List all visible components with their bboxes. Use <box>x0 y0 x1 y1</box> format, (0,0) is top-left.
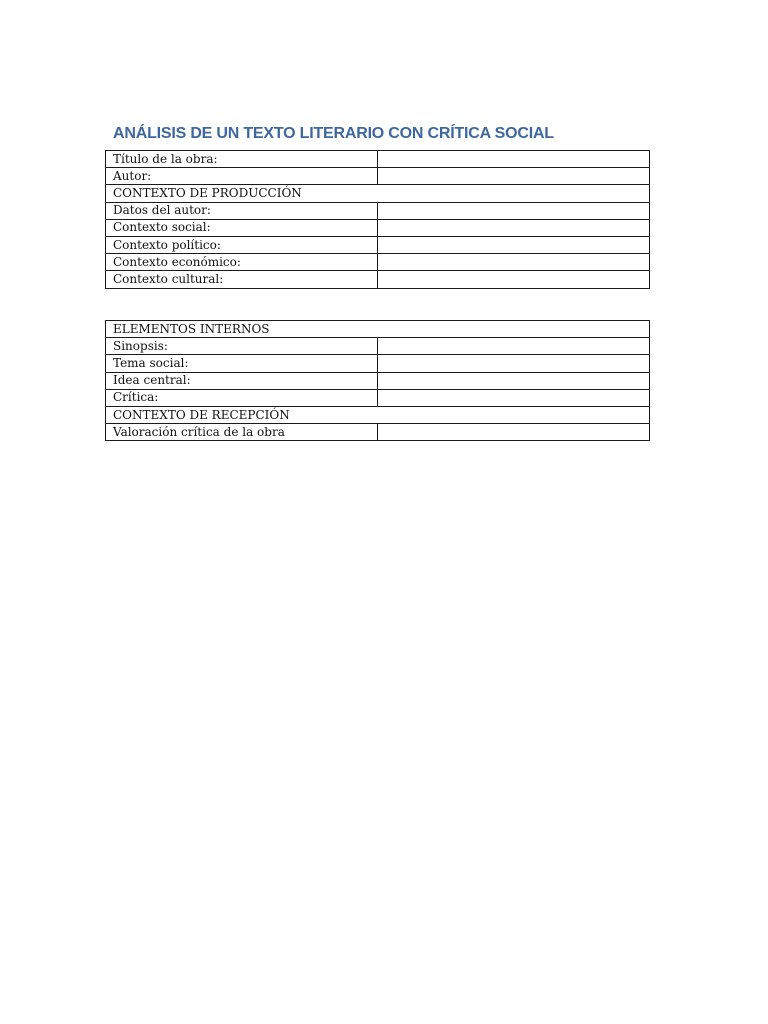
field-label: Sinopsis: <box>106 338 378 355</box>
field-label: Crítica: <box>106 389 378 406</box>
table-row <box>106 338 650 355</box>
document-title: ANÁLISIS DE UN TEXTO LITERARIO CON CRÍTICA SOCIAL <box>113 125 554 142</box>
table-row <box>106 355 650 372</box>
table-row <box>106 372 650 389</box>
field-value-cell[interactable] <box>378 389 650 406</box>
table-row <box>106 236 650 253</box>
field-value-cell[interactable] <box>378 202 650 219</box>
field-value-cell[interactable] <box>378 168 650 185</box>
field-value-cell[interactable] <box>378 355 650 372</box>
field-label: Idea central: <box>106 372 378 389</box>
field-label: Contexto social: <box>106 219 378 236</box>
field-label: Datos del autor: <box>106 202 378 219</box>
table-row <box>106 202 650 219</box>
field-value-cell[interactable] <box>378 236 650 253</box>
field-value-cell[interactable] <box>378 338 650 355</box>
table-row <box>106 168 650 185</box>
field-label: Contexto político: <box>106 236 378 253</box>
section-row <box>106 406 650 423</box>
section-heading: ELEMENTOS INTERNOS <box>106 321 650 338</box>
field-label: Autor: <box>106 168 378 185</box>
field-label: Título de la obra: <box>106 151 378 168</box>
table-row <box>106 271 650 288</box>
field-label: Tema social: <box>106 355 378 372</box>
field-value-cell[interactable] <box>378 424 650 441</box>
analysis-table-internal <box>105 320 650 441</box>
field-label: Contexto cultural: <box>106 271 378 288</box>
field-value-cell[interactable] <box>378 219 650 236</box>
section-row <box>106 321 650 338</box>
table-row <box>106 254 650 271</box>
table-row <box>106 151 650 168</box>
table-row <box>106 389 650 406</box>
table-row <box>106 219 650 236</box>
field-value-cell[interactable] <box>378 372 650 389</box>
section-heading: CONTEXTO DE PRODUCCIÓN <box>106 185 650 202</box>
analysis-table-production <box>105 150 650 289</box>
table-row <box>106 424 650 441</box>
field-label: Contexto económico: <box>106 254 378 271</box>
field-value-cell[interactable] <box>378 271 650 288</box>
section-row <box>106 185 650 202</box>
field-label: Valoración crítica de la obra <box>106 424 378 441</box>
section-heading: CONTEXTO DE RECEPCIÓN <box>106 406 650 423</box>
field-value-cell[interactable] <box>378 151 650 168</box>
field-value-cell[interactable] <box>378 254 650 271</box>
